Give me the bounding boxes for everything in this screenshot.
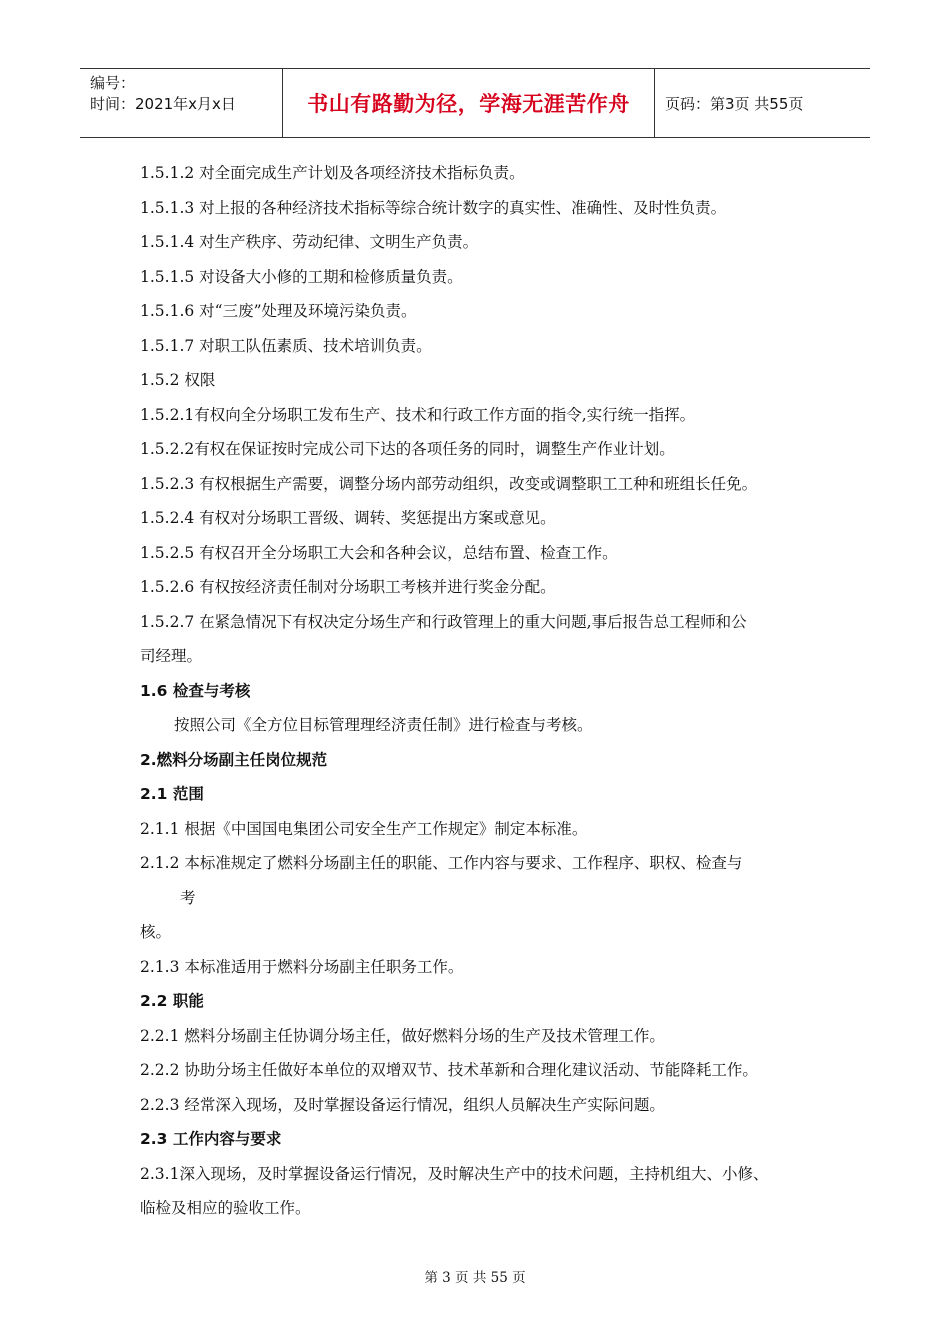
text-line: 1.5.1.6 对“三废”处理及环境污染负责。 <box>140 302 417 320</box>
text-line: 1.5.2.2有权在保证按时完成公司下达的各项任务的同时，调整生产作业计划。 <box>140 440 675 458</box>
document-number: 编号： <box>90 74 136 92</box>
text-line: 1.5.1.4 对生产秩序、劳动纪律、文明生产负责。 <box>140 233 479 251</box>
text-line: 1.5.2.6 有权按经济责任制对分场职工考核并进行奖金分配。 <box>140 578 556 596</box>
section-heading: 2.3 工作内容与要求 <box>140 1130 282 1148</box>
document-date: 时间：2021年x月x日 <box>90 95 236 113</box>
text-line: 1.5.1.5 对设备大小修的工期和检修质量负责。 <box>140 267 463 286</box>
text-line: 司经理。 <box>140 647 203 665</box>
text-line: 考 <box>180 888 196 907</box>
page-header <box>80 68 870 138</box>
header-meta <box>80 69 283 137</box>
text-line: 1.5.2.7 在紧急情况下有权决定分场生产和行政管理上的重大问题,事后报告总工程师和公 <box>140 612 747 631</box>
text-line: 按照公司《全方位目标管理理经济责任制》进行检查与考核。 <box>174 716 593 734</box>
text-line: 1.5.1.7 对职工队伍素质、技术培训负责。 <box>140 336 432 355</box>
text-line: 1.5.2 权限 <box>140 371 216 389</box>
text-line: 临检及相应的验收工作。 <box>140 1199 311 1217</box>
text-line: 2.1.2 本标准规定了燃料分场副主任的职能、工作内容与要求、工作程序、职权、检查与 <box>140 854 743 872</box>
section-heading: 1.6 检查与考核 <box>140 681 251 700</box>
section-heading: 2.2 职能 <box>140 992 204 1010</box>
page-footer: 第 3 页 共 55 页 <box>424 1270 526 1286</box>
text-line: 1.5.2.4 有权对分场职工晋级、调转、奖惩提出方案或意见。 <box>140 509 556 527</box>
text-line: 1.5.1.3 对上报的各种经济技术指标等综合统计数字的真实性、准确性、及时性负责。 <box>140 198 727 217</box>
text-line: 2.1.3 本标准适用于燃料分场副主任职务工作。 <box>140 957 464 976</box>
text-line: 1.5.1.2 对全面完成生产计划及各项经济技术指标负责。 <box>140 164 525 182</box>
document-body <box>140 156 830 1226</box>
text-line: 2.2.2 协助分场主任做好本单位的双增双节、技术革新和合理化建议活动、节能降耗工作。 <box>140 1061 758 1079</box>
text-line: 2.1.1 根据《中国国电集团公司安全生产工作规定》制定本标准。 <box>140 819 588 838</box>
text-line: 1.5.2.5 有权召开全分场职工大会和各种会议，总结布置、检查工作。 <box>140 543 618 562</box>
chapter-heading: 2.燃料分场副主任岗位规范 <box>140 750 328 769</box>
text-line: 2.2.3 经常深入现场，及时掌握设备运行情况，组织人员解决生产实际问题。 <box>140 1095 665 1114</box>
header-motto: 书山有路勤为径，学海无涯苦作舟 <box>283 69 655 137</box>
section-heading: 2.1 范围 <box>140 785 204 803</box>
text-line: 2.3.1深入现场，及时掌握设备运行情况，及时解决生产中的技术问题，主持机组大、小修、 <box>140 1164 769 1183</box>
text-line: 1.5.2.3 有权根据生产需要，调整分场内部劳动组织，改变或调整职工工种和班组长任免。 <box>140 474 758 493</box>
text-line: 2.2.1 燃料分场副主任协调分场主任，做好燃料分场的生产及技术管理工作。 <box>140 1026 665 1045</box>
text-line: 1.5.2.1有权向全分场职工发布生产、技术和行政工作方面的指令,实行统一指挥。 <box>140 405 696 424</box>
header-page-number: 页码：第3页 共55页 <box>665 94 804 113</box>
text-line: 核。 <box>140 923 172 941</box>
